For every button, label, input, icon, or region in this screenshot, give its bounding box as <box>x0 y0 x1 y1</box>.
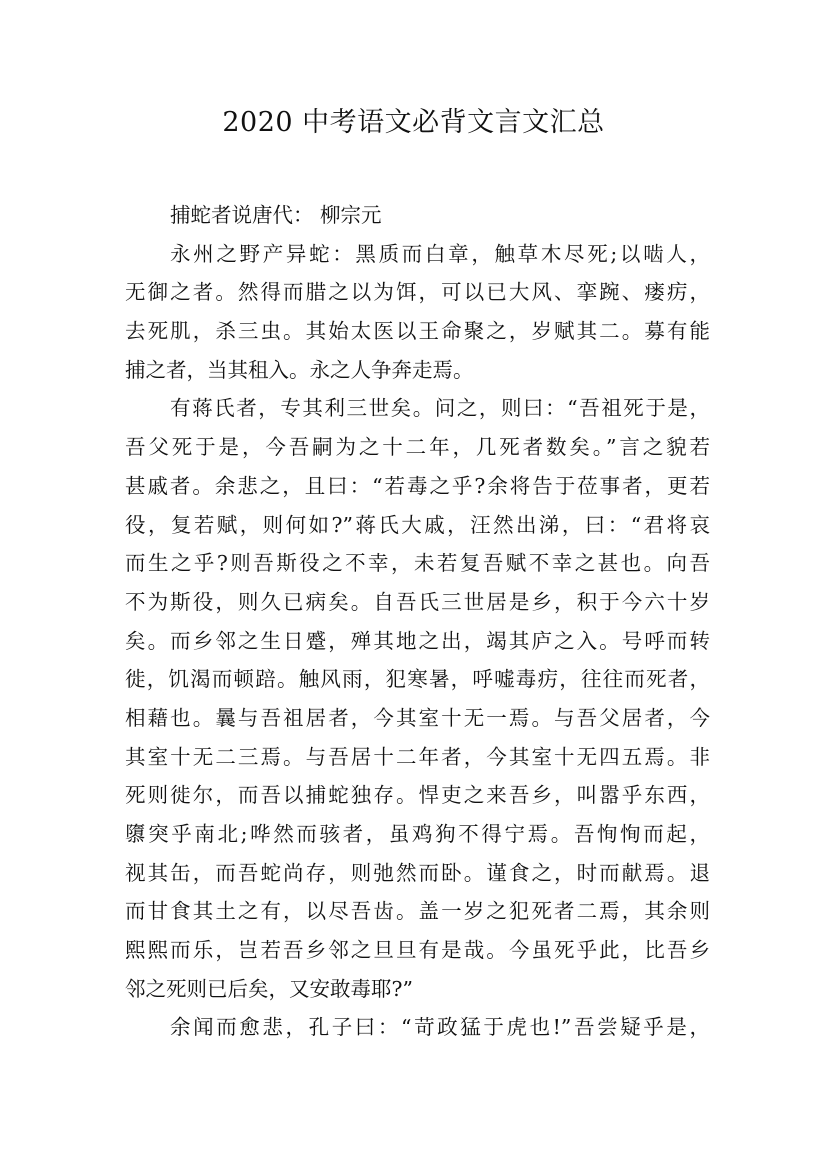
paragraph-line: 隳突乎南北;哗然而骇者，虽鸡狗不得宁焉。吾恂恂而起， <box>125 822 710 846</box>
paragraph-line: 而甘食其土之有，以尽吾齿。盖一岁之犯死者二焉，其余则 <box>125 899 710 924</box>
paragraph-line: 役，复若赋，则何如?”蒋氏大戚，汪然出涕，曰：“君将哀 <box>125 512 710 537</box>
paragraph-line: 相藉也。曩与吾祖居者，今其室十无一焉。与吾父居者，今 <box>125 705 710 730</box>
paragraph-line: 捕之者，当其租入。永之人争奔走焉。 <box>125 357 474 382</box>
paragraph-line: 去死肌，杀三虫。其始太医以王命聚之，岁赋其二。募有能 <box>125 319 710 344</box>
paragraph-line: 不为斯役，则久已病矣。自吾氏三世居是乡，积于今六十岁 <box>125 589 710 614</box>
paragraph-line: 吾父死于是，今吾嗣为之十二年，几死者数矣。”言之貌若 <box>125 435 710 460</box>
paragraph-line: 永州之野产异蛇：黑质而白章，触草木尽死;以啮人， <box>170 241 710 266</box>
paragraph-line: 而生之乎?则吾斯役之不幸，未若复吾赋不幸之甚也。向吾 <box>125 551 710 576</box>
paragraph-line: 熙熙而乐，岂若吾乡邻之旦旦有是哉。今虽死乎此，比吾乡 <box>125 938 710 963</box>
paragraph-line: 有蒋氏者，专其利三世矣。问之，则曰：“吾祖死于是， <box>170 396 710 421</box>
author-line: 捕蛇者说唐代： 柳宗元 <box>170 203 382 227</box>
paragraph-line: 无御之者。然得而腊之以为饵，可以已大风、挛踠、瘘疠， <box>125 280 710 305</box>
document-body <box>125 196 710 1047</box>
document-title: 2020 中考语文必背文言文汇总 <box>222 107 605 138</box>
paragraph-line: 死则徙尔，而吾以捕蛇独存。悍吏之来吾乡，叫嚣乎东西， <box>125 783 710 808</box>
paragraph-line: 余闻而愈悲，孔子曰：“苛政猛于虎也!”吾尝疑乎是， <box>170 1015 710 1040</box>
paragraph-line: 其室十无二三焉。与吾居十二年者，今其室十无四五焉。非 <box>125 744 710 769</box>
paragraph-line: 徙，饥渴而顿踣。触风雨，犯寒暑，呼嘘毒疠，往往而死者， <box>125 667 710 692</box>
paragraph-line: 邻之死则已后矣，又安敢毒耶?” <box>125 976 413 1001</box>
paragraph-line: 视其缶，而吾蛇尚存，则弛然而卧。谨食之，时而献焉。退 <box>125 860 710 885</box>
paragraph-line: 甚戚者。余悲之，且曰：“若毒之乎?余将告于莅事者，更若 <box>125 473 710 498</box>
paragraph-line: 矣。而乡邻之生日蹙，殚其地之出，竭其庐之入。号呼而转 <box>125 628 710 653</box>
